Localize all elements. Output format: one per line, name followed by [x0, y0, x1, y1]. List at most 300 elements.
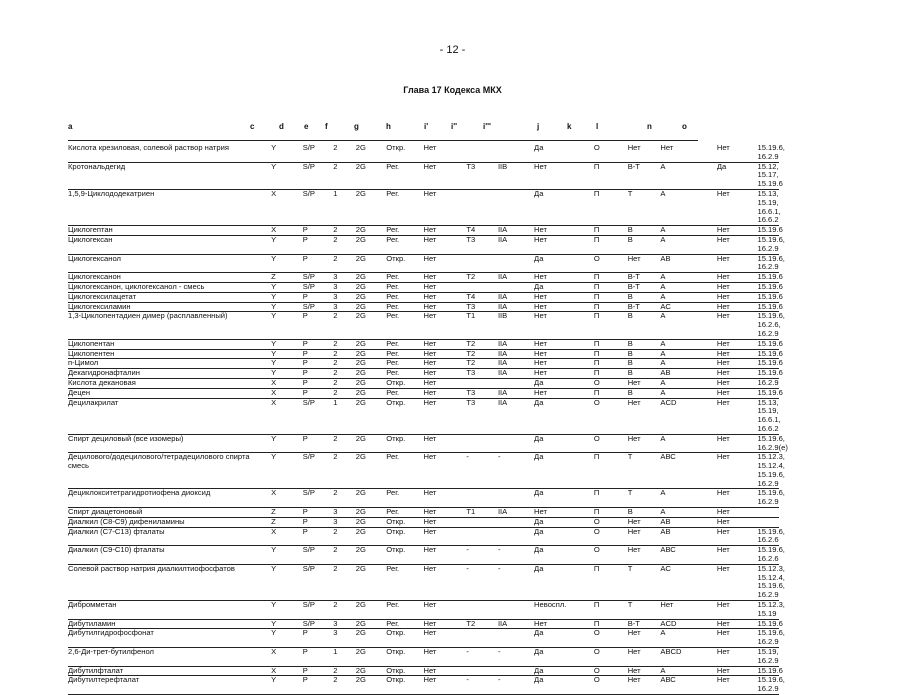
cell-i3: Нет — [534, 162, 594, 189]
cell-i2: - — [498, 648, 534, 667]
cell-i2: - — [498, 453, 534, 489]
cell-n: Нет — [717, 359, 758, 369]
cell-e: 2 — [333, 676, 356, 695]
cell-n: Нет — [717, 508, 758, 518]
cell-i3: Да — [534, 398, 594, 434]
cell-i3: Нет — [534, 302, 594, 312]
cell-i2 — [498, 489, 534, 508]
cell-e: 3 — [333, 302, 356, 312]
cell-h: Нет — [423, 629, 466, 648]
cell-c: Y — [271, 312, 303, 339]
cell-j: П — [594, 619, 628, 629]
cell-a: 2,6-Ди-трет-бутилфенол — [68, 648, 271, 667]
cell-i1: Т1 — [466, 508, 498, 518]
cell-j: П — [594, 226, 628, 236]
cell-n: Нет — [717, 144, 758, 162]
cell-l: А — [660, 434, 716, 453]
cell-a: Децилакрилат — [68, 398, 271, 434]
cell-l: А — [660, 273, 716, 283]
cell-h: Нет — [423, 601, 466, 620]
cell-a: Циклопентен — [68, 349, 271, 359]
cell-o: 15.19.6, 16.2.9 — [757, 488, 785, 507]
cell-g: Откр. — [386, 527, 423, 546]
cell-h: Нет — [423, 189, 466, 225]
cell-n: Нет — [717, 564, 758, 600]
table-row — [68, 312, 779, 339]
cell-c: X — [271, 527, 303, 546]
cell-f: 2G — [356, 629, 386, 648]
cell-n: Нет — [717, 189, 758, 225]
column-header-d: d — [279, 122, 284, 131]
cell-g: Рег. — [386, 564, 423, 600]
cell-i1 — [466, 517, 498, 527]
cell-l: Нет — [660, 601, 716, 620]
cell-d: P — [303, 235, 333, 254]
table-row — [68, 292, 779, 302]
cell-h: Нет — [423, 273, 466, 283]
cell-i1: Т3 — [466, 388, 498, 398]
cell-f: 2G — [356, 398, 386, 434]
cell-h: Нет — [423, 527, 466, 546]
cell-d: S/P — [303, 453, 333, 489]
cell-d: P — [303, 434, 333, 453]
cell-l: АС — [660, 302, 716, 312]
cell-i2 — [498, 666, 534, 676]
cell-i3: Да — [534, 489, 594, 508]
cell-i2 — [498, 629, 534, 648]
cell-f: 2G — [356, 378, 386, 388]
cell-g: Рег. — [386, 369, 423, 379]
cell-d: P — [303, 369, 333, 379]
cell-o: 15.12, 15.17, 15.19.6 — [757, 161, 783, 189]
cell-i2: IIA — [498, 273, 534, 283]
table-row — [68, 453, 779, 489]
cell-g: Рег. — [386, 302, 423, 312]
table-row — [68, 226, 779, 236]
cell-k: В-Т — [628, 162, 661, 189]
cell-i3: Да — [534, 564, 594, 600]
cell-f: 2G — [356, 527, 386, 546]
cell-j: О — [594, 676, 628, 695]
cell-n: Нет — [717, 629, 758, 648]
cell-g: Рег. — [386, 312, 423, 339]
cell-a: Дибромметан — [68, 601, 271, 620]
column-header-k: k — [567, 122, 572, 131]
cell-k: Т — [628, 453, 661, 489]
cell-g: Рег. — [386, 292, 423, 302]
cell-j: О — [594, 527, 628, 546]
cell-h: Нет — [423, 349, 466, 359]
cell-i3: Нет — [534, 292, 594, 302]
cell-a: Дибутиламин — [68, 619, 271, 629]
cell-f: 2G — [356, 489, 386, 508]
cell-k: Т — [628, 601, 661, 620]
cell-a: Диалкил (C7-C13) фталаты — [68, 527, 271, 546]
cell-g: Откр. — [386, 398, 423, 434]
cell-c: Y — [271, 162, 303, 189]
cell-e: 2 — [333, 144, 356, 162]
cell-j: О — [594, 648, 628, 667]
cell-l: А — [660, 666, 716, 676]
column-header-e: e — [304, 122, 309, 131]
cell-o: 15.19.6, 16.2.6, 16.2.9 — [757, 311, 785, 338]
cell-n: Нет — [717, 619, 758, 629]
cell-h: Нет — [423, 508, 466, 518]
cell-i3: Нет — [534, 339, 594, 349]
cell-a: Кислота декановая — [68, 378, 271, 388]
cell-c: Y — [271, 676, 303, 695]
cell-i3: Нет — [534, 349, 594, 359]
cell-k: В — [628, 508, 661, 518]
cell-d: S/P — [303, 546, 333, 565]
cell-k: Нет — [628, 676, 661, 695]
cell-o: 15.13, 15.19, 16.6.1, 16.6.2 — [757, 188, 781, 225]
cell-j: П — [594, 453, 628, 489]
cell-j: О — [594, 629, 628, 648]
cell-n: Нет — [717, 453, 758, 489]
cell-e: 1 — [333, 398, 356, 434]
cell-i2: IIA — [498, 235, 534, 254]
cell-c: Y — [271, 359, 303, 369]
cell-k: Нет — [628, 648, 661, 667]
cell-e: 2 — [333, 349, 356, 359]
cell-e: 2 — [333, 162, 356, 189]
cell-j: П — [594, 489, 628, 508]
table-row — [68, 619, 779, 629]
cell-j: П — [594, 312, 628, 339]
cell-i3: Нет — [534, 359, 594, 369]
table-row — [68, 339, 779, 349]
cell-i3: Да — [534, 666, 594, 676]
cell-h: Нет — [423, 489, 466, 508]
cell-h: Нет — [423, 666, 466, 676]
cell-d: P — [303, 527, 333, 546]
cell-k: Нет — [628, 434, 661, 453]
cell-h: Нет — [423, 369, 466, 379]
cell-f: 2G — [356, 162, 386, 189]
cell-j: П — [594, 292, 628, 302]
cell-i1: Т2 — [466, 619, 498, 629]
cell-e: 3 — [333, 273, 356, 283]
cell-i3: Да — [534, 527, 594, 546]
cell-i2: - — [498, 564, 534, 600]
cell-f: 2G — [356, 254, 386, 273]
table-row — [68, 434, 779, 453]
table-row — [68, 564, 779, 600]
cell-g: Рег. — [386, 359, 423, 369]
cell-k: В — [628, 312, 661, 339]
cell-o: 15.19.6 — [757, 272, 783, 282]
cell-a: Циклогексиламин — [68, 302, 271, 312]
cell-g: Откр. — [386, 546, 423, 565]
cell-o: 15.19.6, 16.2.6 — [757, 526, 785, 545]
cell-j: П — [594, 302, 628, 312]
cell-i2: IIA — [498, 619, 534, 629]
cell-l: А — [660, 292, 716, 302]
cell-i1: - — [466, 546, 498, 565]
cell-o: 15.19.6, 16.2.9 — [757, 234, 785, 253]
cell-a: Кротональдегид — [68, 162, 271, 189]
cell-d: P — [303, 666, 333, 676]
table-row — [68, 235, 779, 254]
cell-o: 15.19.6 — [757, 225, 783, 235]
cell-g: Рег. — [386, 619, 423, 629]
cell-c: Y — [271, 564, 303, 600]
cell-i2 — [498, 434, 534, 453]
cell-c: Y — [271, 349, 303, 359]
cell-a: Циклопентан — [68, 339, 271, 349]
cell-e: 2 — [333, 601, 356, 620]
cell-h: Нет — [423, 302, 466, 312]
cell-k: Т — [628, 564, 661, 600]
cell-g: Откр. — [386, 648, 423, 667]
cell-c: Y — [271, 453, 303, 489]
cell-d: S/P — [303, 162, 333, 189]
cell-h: Нет — [423, 648, 466, 667]
cell-e: 2 — [333, 546, 356, 565]
cell-g: Рег. — [386, 189, 423, 225]
cell-n: Нет — [717, 527, 758, 546]
cell-l: А — [660, 162, 716, 189]
cell-j: П — [594, 359, 628, 369]
cell-h: Нет — [423, 226, 466, 236]
cell-h: Нет — [423, 517, 466, 527]
cell-k: Нет — [628, 398, 661, 434]
cell-g: Рег. — [386, 226, 423, 236]
cell-i1 — [466, 601, 498, 620]
cell-o: 15.19.6, 16.2.9 — [757, 143, 785, 161]
cell-i3: Да — [534, 517, 594, 527]
cell-c: X — [271, 388, 303, 398]
cell-a: Диалкил (C8-C9) дифениламины — [68, 517, 271, 527]
cell-k: В-Т — [628, 302, 661, 312]
cell-i2 — [498, 517, 534, 527]
table-row — [68, 302, 779, 312]
cell-h: Нет — [423, 564, 466, 600]
cell-f: 2G — [356, 369, 386, 379]
cell-c: X — [271, 378, 303, 388]
cell-l: АВ — [660, 254, 716, 273]
column-header-f: f — [325, 122, 328, 131]
cell-i1: Т2 — [466, 349, 498, 359]
cell-n: Нет — [717, 517, 758, 527]
column-header-i2: i'' — [451, 122, 458, 131]
cell-i1: Т3 — [466, 369, 498, 379]
cell-a: Децилового/додецилового/тетрадецилового спирта смесь — [68, 453, 271, 489]
cell-f: 2G — [356, 434, 386, 453]
cell-i2 — [498, 527, 534, 546]
cell-d: S/P — [303, 564, 333, 600]
table-row — [68, 517, 779, 527]
cell-i2: IIA — [498, 388, 534, 398]
cell-c: X — [271, 489, 303, 508]
cell-g: Рег. — [386, 162, 423, 189]
cell-c: Y — [271, 235, 303, 254]
cell-e: 2 — [333, 564, 356, 600]
cell-n: Нет — [717, 235, 758, 254]
cell-h: Нет — [423, 359, 466, 369]
cell-c: Y — [271, 254, 303, 273]
cell-h: Нет — [423, 312, 466, 339]
cell-g: Откр. — [386, 144, 423, 162]
cell-k: Т — [628, 489, 661, 508]
cell-f: 2G — [356, 302, 386, 312]
cell-e: 1 — [333, 189, 356, 225]
cell-o: 15.19.6, 16.2.9 — [757, 675, 785, 694]
cell-i3: Да — [534, 453, 594, 489]
cell-a: Кислота крезиловая, солевой раствор натрия — [68, 144, 271, 162]
table-row — [68, 398, 779, 434]
cell-a: Циклогексан — [68, 235, 271, 254]
cell-e: 2 — [333, 666, 356, 676]
cell-i2: - — [498, 546, 534, 565]
page-number: - 12 - — [439, 44, 466, 56]
cell-d: P — [303, 378, 333, 388]
cell-a: Дециклокситетрагидротиофена диоксид — [68, 489, 271, 508]
table-row — [68, 144, 779, 162]
cell-a: Дибутилтерефталат — [68, 676, 271, 695]
cell-i2 — [498, 254, 534, 273]
table-row — [68, 508, 779, 518]
cell-h: Нет — [423, 162, 466, 189]
cell-o: 15.19.6 — [757, 301, 783, 311]
cell-l: АВС — [660, 453, 716, 489]
cell-i1: Т2 — [466, 339, 498, 349]
cell-g: Рег. — [386, 235, 423, 254]
table-row — [68, 282, 779, 292]
cell-o: 16.2.9 — [757, 377, 779, 387]
cell-k: Нет — [628, 254, 661, 273]
cell-i1 — [466, 378, 498, 388]
cell-i1 — [466, 489, 498, 508]
cell-e: 3 — [333, 517, 356, 527]
table-row — [68, 388, 779, 398]
cell-l: ABCD — [660, 648, 716, 667]
cell-k: Нет — [628, 517, 661, 527]
cell-i3: Да — [534, 254, 594, 273]
cell-i3: Невоспл. — [534, 601, 594, 620]
cell-o: 15.12.3, 15.12.4, 15.19.6, 16.2.9 — [757, 452, 785, 488]
cell-d: S/P — [303, 601, 333, 620]
cell-i1: Т1 — [466, 312, 498, 339]
cell-e: 2 — [333, 359, 356, 369]
cell-f: 2G — [356, 676, 386, 695]
cell-g: Рег. — [386, 282, 423, 292]
cell-k: Нет — [628, 144, 661, 162]
cell-f: 2G — [356, 282, 386, 292]
cell-c: Y — [271, 282, 303, 292]
cell-e: 2 — [333, 339, 356, 349]
table-row — [68, 349, 779, 359]
cell-n: Нет — [717, 388, 758, 398]
cell-j: П — [594, 369, 628, 379]
table-row — [68, 273, 779, 283]
cell-l: А — [660, 388, 716, 398]
cell-i3: Да — [534, 648, 594, 667]
cell-d: P — [303, 629, 333, 648]
cell-e: 2 — [333, 388, 356, 398]
cell-i2: IIB — [498, 162, 534, 189]
cell-g: Откр. — [386, 517, 423, 527]
cell-k: В-Т — [628, 619, 661, 629]
cell-i3: Да — [534, 546, 594, 565]
cell-o: 15.13, 15.19, 16.6.1, 16.6.2 — [757, 397, 781, 433]
cell-d: P — [303, 359, 333, 369]
cell-g: Откр. — [386, 666, 423, 676]
substances-table — [68, 143, 788, 695]
column-header-l: l — [596, 122, 599, 131]
cell-c: Y — [271, 144, 303, 162]
cell-e: 2 — [333, 489, 356, 508]
cell-f: 2G — [356, 359, 386, 369]
cell-a: п-Цимол — [68, 359, 271, 369]
cell-n: Да — [717, 162, 758, 189]
cell-h: Нет — [423, 144, 466, 162]
cell-j: О — [594, 144, 628, 162]
cell-o: 15.19.6, 16.2.6 — [757, 545, 785, 564]
cell-e: 3 — [333, 282, 356, 292]
cell-o: 15.19.6 — [757, 338, 783, 348]
cell-d: P — [303, 349, 333, 359]
cell-h: Нет — [423, 378, 466, 388]
cell-e: 2 — [333, 369, 356, 379]
cell-h: Нет — [423, 434, 466, 453]
cell-i1 — [466, 282, 498, 292]
cell-c: X — [271, 648, 303, 667]
cell-k: Нет — [628, 378, 661, 388]
cell-a: Децен — [68, 388, 271, 398]
cell-h: Нет — [423, 282, 466, 292]
cell-g: Рег. — [386, 489, 423, 508]
cell-f: 2G — [356, 235, 386, 254]
cell-f: 2G — [356, 508, 386, 518]
cell-a: Диалкил (C9-C10) фталаты — [68, 546, 271, 565]
cell-j: О — [594, 666, 628, 676]
cell-n: Нет — [717, 434, 758, 453]
cell-l: А — [660, 508, 716, 518]
table-row — [68, 369, 779, 379]
cell-n: Нет — [717, 339, 758, 349]
cell-i3: Нет — [534, 312, 594, 339]
cell-j: П — [594, 235, 628, 254]
cell-o: 15.19.6, 16.2.9(е) — [757, 433, 788, 452]
cell-g: Рег. — [386, 339, 423, 349]
cell-e: 2 — [333, 312, 356, 339]
cell-e: 2 — [333, 254, 356, 273]
cell-o: 15.19.6 — [757, 368, 783, 378]
cell-h: Нет — [423, 619, 466, 629]
cell-f: 2G — [356, 388, 386, 398]
cell-i3: Нет — [534, 388, 594, 398]
table-row — [68, 359, 779, 369]
cell-e: 3 — [333, 508, 356, 518]
column-header-i3: i''' — [483, 122, 491, 131]
cell-d: P — [303, 339, 333, 349]
cell-g: Откр. — [386, 629, 423, 648]
table-row — [68, 254, 779, 273]
table-row — [68, 676, 779, 695]
cell-n: Нет — [717, 369, 758, 379]
cell-l: А — [660, 349, 716, 359]
cell-l: А — [660, 378, 716, 388]
cell-a: 1,3-Циклопентадиен димер (расплавленный) — [68, 312, 271, 339]
cell-d: P — [303, 508, 333, 518]
cell-c: Z — [271, 517, 303, 527]
cell-i3: Да — [534, 676, 594, 695]
cell-n: Нет — [717, 254, 758, 273]
cell-c: Z — [271, 273, 303, 283]
cell-i3: Да — [534, 282, 594, 292]
